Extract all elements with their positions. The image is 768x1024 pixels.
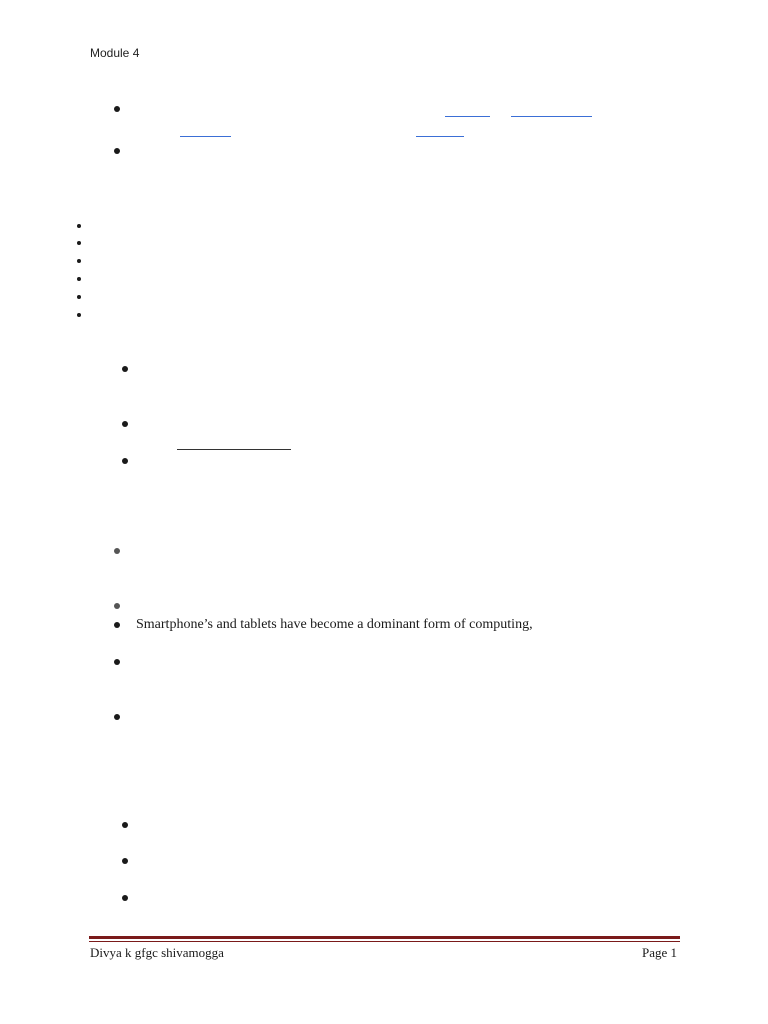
bullet-4 [122,421,128,427]
bullet-3 [122,366,128,372]
bullet-2 [114,148,120,154]
bullet-13 [122,895,128,901]
bullet-small-5 [77,295,81,299]
underline-blank [177,449,291,450]
footer-page-number: Page 1 [641,945,677,960]
module-label: Module 4 [90,46,140,60]
hyperlink-underline-3[interactable] [180,136,231,137]
bullet-5 [122,458,128,464]
bullet-8 [114,622,120,628]
bullet-small-4 [77,277,81,281]
bullet-11 [122,822,128,828]
bullet-small-1 [77,224,81,228]
bullet-small-6 [77,313,81,317]
bullet-6 [114,548,120,554]
smartphone-text: Smartphone’s and tablets have become a dominant form of computing, [136,617,533,632]
bullet-12 [122,858,128,864]
bullet-small-3 [77,259,81,263]
footer-author: Divya k gfgc shivamogga [90,945,224,960]
footer-rule-thick [89,936,680,939]
bullet-small-2 [77,241,81,245]
bullet-7 [114,603,120,609]
hyperlink-underline-2[interactable] [511,116,592,117]
footer-rule-thin [89,941,680,942]
bullet-10 [114,714,120,720]
hyperlink-underline-1[interactable] [445,116,490,117]
bullet-1 [114,106,120,112]
bullet-9 [114,659,120,665]
hyperlink-underline-4[interactable] [416,136,464,137]
